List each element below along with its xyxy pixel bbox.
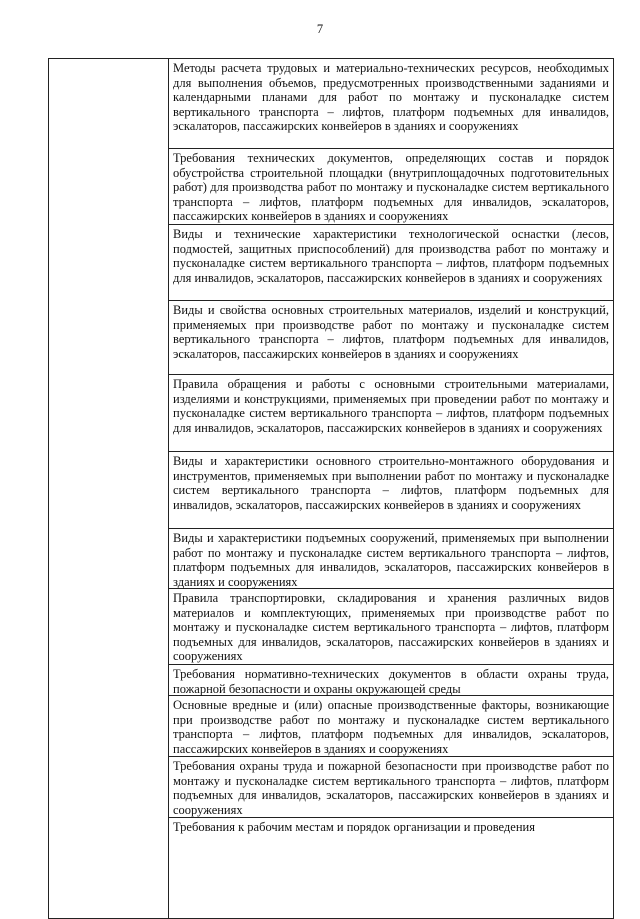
label-column-cell <box>49 59 169 919</box>
requirement-item-2: Требования технических документов, определяющих состав и порядок обустройства строительной площадки (внутриплощадочных подготовительных работ) для производства работ по монтажу и пусконаладке систем вертикального транспорта – лифтов, платформ подъемных для инвалидов, эскалаторов, пассажирских конвейеров в зданиях и сооружениях <box>169 149 613 225</box>
requirement-item-7: Виды и характеристики подъемных сооружений, применяемых при выполнении работ по монтажу и пусконаладке систем вертикального транспорта – лифтов, платформ подъемных для инвалидов, эскалаторов, пассажирских конвейеров в зданиях и сооружениях <box>169 529 613 589</box>
requirement-item-4: Виды и свойства основных строительных материалов, изделий и конструкций, применяемых при производстве работ по монтажу и пусконаладке систем вертикального транспорта – лифтов, платформ подъемных для инвалидов, эскалаторов, пассажирских конвейеров в зданиях и сооружениях <box>169 301 613 375</box>
knowledge-table <box>48 58 614 919</box>
requirement-item-6: Виды и характеристики основного строительно-монтажного оборудования и инструментов, применяемых при выполнении работ по монтажу и пусконаладке систем вертикального транспорта – лифтов, платформ подъемных для инвалидов, эскалаторов, пассажирских конвейеров в зданиях и сооружениях <box>169 452 613 529</box>
requirement-item-5: Правила обращения и работы с основными строительными материалами, изделиями и конструкциями, применяемых при проведении работ по монтажу и пусконаладке систем вертикального транспорта – лифтов, платформ подъемных для инвалидов, эскалаторов, пассажирских конвейеров в зданиях и сооружениях <box>169 375 613 452</box>
requirement-item-12: Требования к рабочим местам и порядок организации и проведения <box>173 820 535 834</box>
requirements-column-cell <box>169 59 614 919</box>
requirement-item-9: Требования нормативно-технических документов в области охраны труда, пожарной безопасности и охраны окружающей среды <box>169 665 613 696</box>
requirement-item-11: Требования охраны труда и пожарной безопасности при производстве работ по монтажу и пусконаладке систем вертикального транспорта – лифтов, платформ подъемных для инвалидов, эскалаторов, пассажирских конвейеров в зданиях и сооружениях <box>169 757 613 818</box>
requirement-item-10: Основные вредные и (или) опасные производственные факторы, возникающие при производстве работ по монтажу и пусконаладке систем вертикального транспорта – лифтов, платформ подъемных для инвалидов, эскалаторов, пассажирских конвейеров в зданиях и сооружениях <box>169 696 613 757</box>
table-row <box>49 59 614 919</box>
requirement-item-3: Виды и технические характеристики технологической оснастки (лесов, подмостей, защитных приспособлений) для производства работ по монтажу и пусконаладке систем вертикального транспорта – лифтов, платформ подъемных для инвалидов, эскалаторов, пассажирских конвейеров в зданиях и сооружениях <box>169 225 613 301</box>
requirement-item-1: Методы расчета трудовых и материально-технических ресурсов, необходимых для выполнения объемов, предусмотренных производственными заданиями и календарными планами для работ по монтажу и пусконаладке систем вертикального транспорта – лифтов, платформ подъемных для инвалидов, эскалаторов, пассажирских конвейеров в зданиях и сооружениях <box>169 59 613 149</box>
requirement-item-8: Правила транспортировки, складирования и хранения различных видов материалов и комплектующих, применяемых при производстве работ по монтажу и пусконаладке систем вертикального транспорта – лифтов, платформ подъемных для инвалидов, эскалаторов, пассажирских конвейеров в зданиях и сооружениях <box>169 589 613 665</box>
page-number: 7 <box>316 22 324 36</box>
